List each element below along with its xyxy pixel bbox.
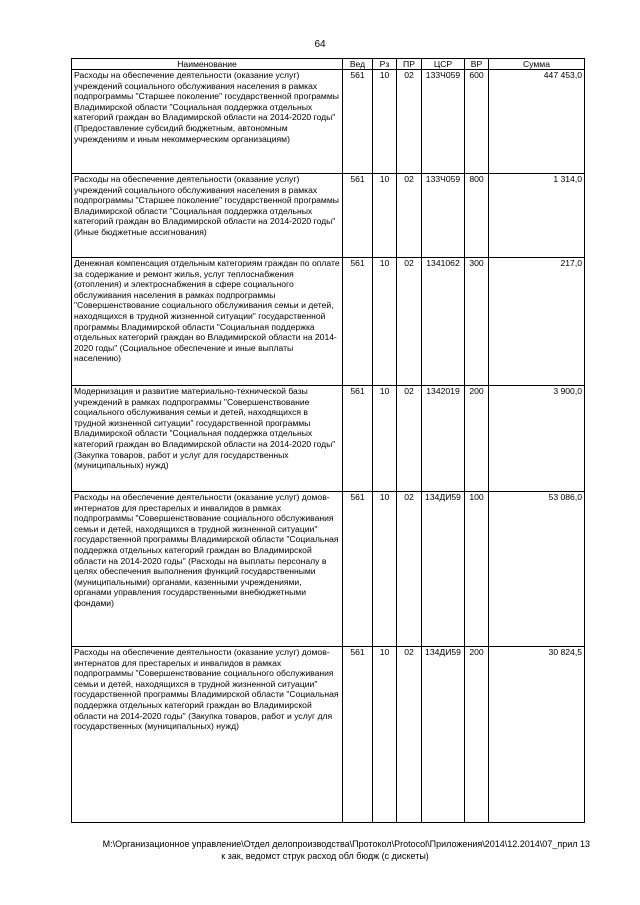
row-vr: 300 bbox=[465, 258, 489, 386]
row-vr: 100 bbox=[465, 492, 489, 647]
row-sum: 30 824,5 bbox=[489, 647, 585, 823]
row-sum: 217,0 bbox=[489, 258, 585, 386]
row-rz: 10 bbox=[373, 174, 397, 258]
footer-path-line-2: к зак, ведомст струк расход обл бюдж (с дискеты) bbox=[221, 851, 429, 861]
row-csr: 133Ч059 bbox=[422, 174, 465, 258]
header-ved: Вед bbox=[343, 59, 373, 70]
row-pr: 02 bbox=[397, 70, 422, 174]
header-name: Наименование bbox=[72, 59, 343, 70]
table-header-row bbox=[72, 59, 585, 70]
footer-file-path bbox=[60, 838, 590, 862]
page-number: 64 bbox=[314, 39, 326, 50]
header-csr: ЦСР bbox=[422, 59, 465, 70]
row-sum: 53 086,0 bbox=[489, 492, 585, 647]
row-pr: 02 bbox=[397, 386, 422, 492]
header-pr: ПР bbox=[397, 59, 422, 70]
row-pr: 02 bbox=[397, 647, 422, 823]
budget-table bbox=[71, 58, 585, 823]
row-sum: 3 900,0 bbox=[489, 386, 585, 492]
table-row bbox=[72, 647, 585, 823]
row-rz: 10 bbox=[373, 492, 397, 647]
row-ved: 561 bbox=[343, 386, 373, 492]
row-sum: 1 314,0 bbox=[489, 174, 585, 258]
row-vr: 600 bbox=[465, 70, 489, 174]
row-name: Модернизация и развитие материально-технической базы учреждений в рамках подпрограммы "Совершенствование социального обслуживания семьи и детей, находящихся в трудной жизненной ситуации" государственной программы Владимирской области "Социальная поддержка отдельных категорий граждан во Владимирской области на 2014-2020 годы" (Закупка товаров, работ и услуг для государственных (муниципальных) нужд) bbox=[72, 386, 343, 492]
header-vr: ВР bbox=[465, 59, 489, 70]
row-ved: 561 bbox=[343, 258, 373, 386]
row-rz: 10 bbox=[373, 647, 397, 823]
row-pr: 02 bbox=[397, 492, 422, 647]
header-rz: Рз bbox=[373, 59, 397, 70]
table-row bbox=[72, 386, 585, 492]
row-pr: 02 bbox=[397, 258, 422, 386]
row-name: Денежная компенсация отдельным категориям граждан по оплате за содержание и ремонт жилья, услуг теплоснабжения (отопления) и электроснабжения в сфере социального обслуживания населения в рамках подпрограммы "Совершенствование социального обслуживания семьи и детей, находящихся в трудной жизненной ситуации" государственной программы Владимирской области "Социальная поддержка отдельных категорий граждан во Владимирской области на 2014-2020 годы" (Социальное обеспечение и иные выплаты населению) bbox=[72, 258, 343, 386]
row-rz: 10 bbox=[373, 70, 397, 174]
row-vr: 200 bbox=[465, 647, 489, 823]
row-vr: 800 bbox=[465, 174, 489, 258]
table-row bbox=[72, 492, 585, 647]
row-rz: 10 bbox=[373, 386, 397, 492]
row-rz: 10 bbox=[373, 258, 397, 386]
row-name: Расходы на обеспечение деятельности (оказание услуг) учреждений социального обслуживания населения в рамках подпрограммы "Старшее поколение" государственной программы Владимирской области "Социальная поддержка отдельных категорий граждан во Владимирской области на 2014-2020 годы" (Иные бюджетные ассигнования) bbox=[72, 174, 343, 258]
header-sum: Сумма bbox=[489, 59, 585, 70]
row-ved: 561 bbox=[343, 174, 373, 258]
row-ved: 561 bbox=[343, 647, 373, 823]
row-vr: 200 bbox=[465, 386, 489, 492]
row-ved: 561 bbox=[343, 492, 373, 647]
footer-path-line: M:\Организационное управление\Отдел делопроизводства\Протокол\Protocol\Приложения\2014\12.2014\07_прил 13 bbox=[102, 839, 590, 849]
row-csr: 1341062 bbox=[422, 258, 465, 386]
table-row bbox=[72, 258, 585, 386]
row-pr: 02 bbox=[397, 174, 422, 258]
row-name: Расходы на обеспечение деятельности (оказание услуг) домов-интернатов для престарелых и инвалидов в рамках подпрограммы "Совершенствование социального обслуживания семьи и детей, находящихся в трудной жизненной ситуации" государственной программы Владимирской области "Социальная поддержка отдельных категорий граждан во Владимирской области на 2014-2020 годы" (Расходы на выплаты персоналу в целях обеспечения выполнения функций государственными (муниципальными) органами, казенными учреждениями, органами управления государственными внебюджетными фондами) bbox=[72, 492, 343, 647]
table-row bbox=[72, 174, 585, 258]
row-csr: 1342019 bbox=[422, 386, 465, 492]
row-sum: 447 453,0 bbox=[489, 70, 585, 174]
row-name: Расходы на обеспечение деятельности (оказание услуг) учреждений социального обслуживания населения в рамках подпрограммы "Старшее поколение" государственной программы Владимирской области "Социальная поддержка отдельных категорий граждан во Владимирской области на 2014-2020 годы" (Предоставление субсидий бюджетным, автономным учреждениям и иным некоммерческим организациям) bbox=[72, 70, 343, 174]
table-row bbox=[72, 70, 585, 174]
row-csr: 134ДИ59 bbox=[422, 647, 465, 823]
row-csr: 133Ч059 bbox=[422, 70, 465, 174]
row-name: Расходы на обеспечение деятельности (оказание услуг) домов-интернатов для престарелых и инвалидов в рамках подпрограммы "Совершенствование социального обслуживания семьи и детей, находящихся в трудной жизненной ситуации" государственной программы Владимирской области "Социальная поддержка отдельных категорий граждан во Владимирской области на 2014-2020 годы" (Закупка товаров, работ и услуг для государственных (муниципальных) нужд) bbox=[72, 647, 343, 823]
row-csr: 134ДИ59 bbox=[422, 492, 465, 647]
row-ved: 561 bbox=[343, 70, 373, 174]
